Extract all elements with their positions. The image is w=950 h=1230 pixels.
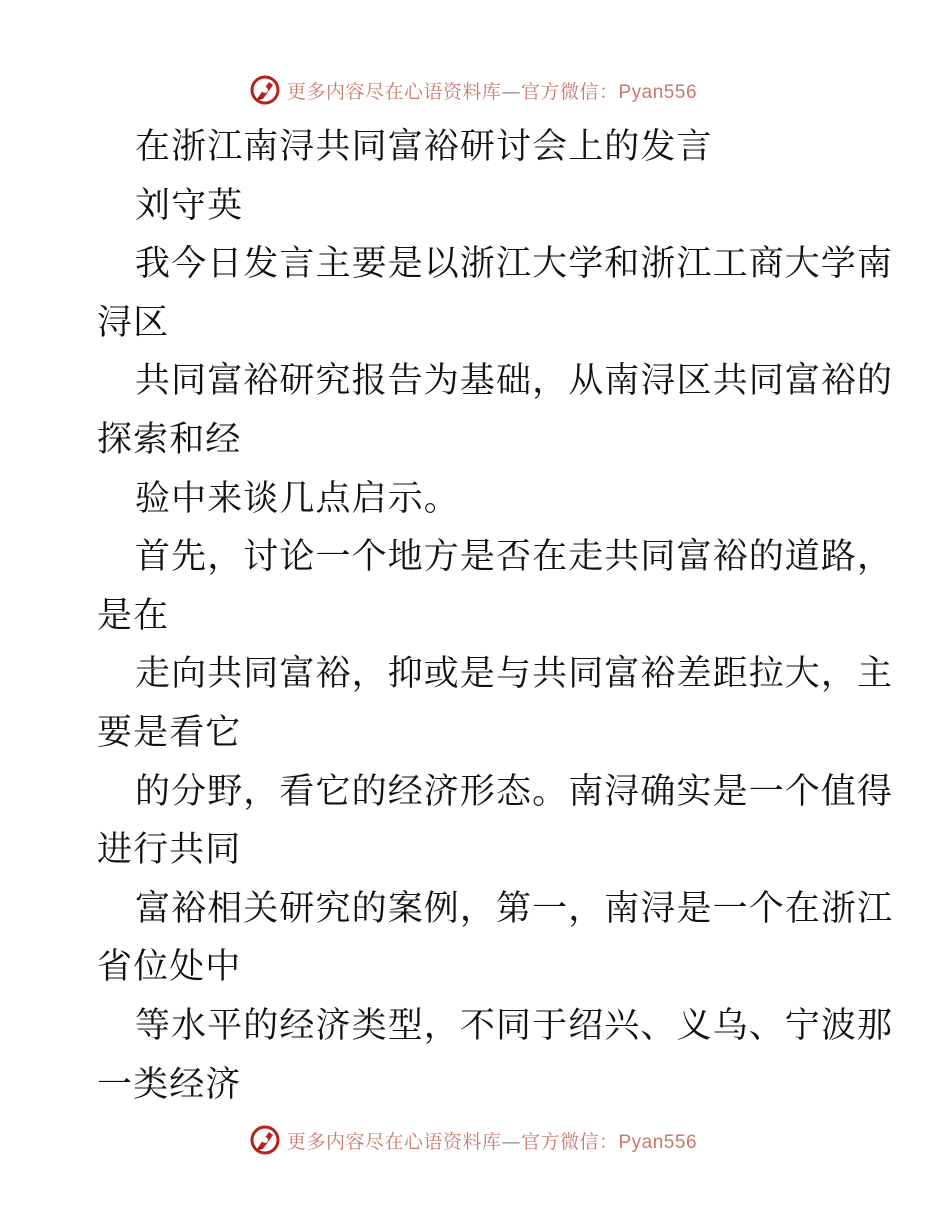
document-author: 刘守英 [135,185,244,226]
text-line: 进行共同 [97,830,242,871]
watermark-text [287,77,697,104]
text-line: 是在 [97,595,170,636]
watermark-wechat-id: Pyan556 [618,81,698,103]
watermark-text-cn: 更多内容尽在心语资料库 [286,1130,502,1153]
pen-logo-icon [249,1124,281,1156]
text-line: 走向共同富裕，抑或是与共同富裕差距拉大，主 [135,654,894,695]
text-line: 我今日发言主要是以浙江大学和浙江工商大学南 [135,244,894,285]
text-line: 省位处中 [97,947,242,988]
text-line: 共同富裕研究报告为基础，从南浔区共同富裕的 [135,361,894,402]
text-line: 富裕相关研究的案例，第一，南浔是一个在浙江 [135,888,894,929]
watermark-official-label: 官方微信： [520,1130,619,1153]
text-line: 一类经济 [97,1064,242,1105]
watermark-official-label: 官方微信： [520,80,619,103]
document-body [97,118,894,1114]
text-line: 验中来谈几点启示。 [135,478,460,519]
watermark-wechat-id: Pyan556 [618,1131,698,1153]
text-line: 等水平的经济类型，不同于绍兴、义乌、宁波那 [135,1005,894,1046]
watermark-dash: — [501,1130,521,1153]
header-watermark [0,70,950,110]
document-title: 在浙江南浔共同富裕研讨会上的发言 [135,127,713,167]
text-line: 浔区 [97,302,170,343]
watermark-dash: — [501,80,521,103]
watermark-text-cn: 更多内容尽在心语资料库 [286,80,502,103]
text-line: 的分野，看它的经济形态。南浔确实是一个值得 [135,771,894,812]
pen-logo-icon [249,74,281,106]
watermark-text [287,1127,697,1154]
text-line: 要是看它 [97,712,242,753]
text-line: 首先，讨论一个地方是否在走共同富裕的道路， [135,537,894,578]
footer-watermark [0,1120,950,1160]
text-line: 探索和经 [97,419,242,460]
